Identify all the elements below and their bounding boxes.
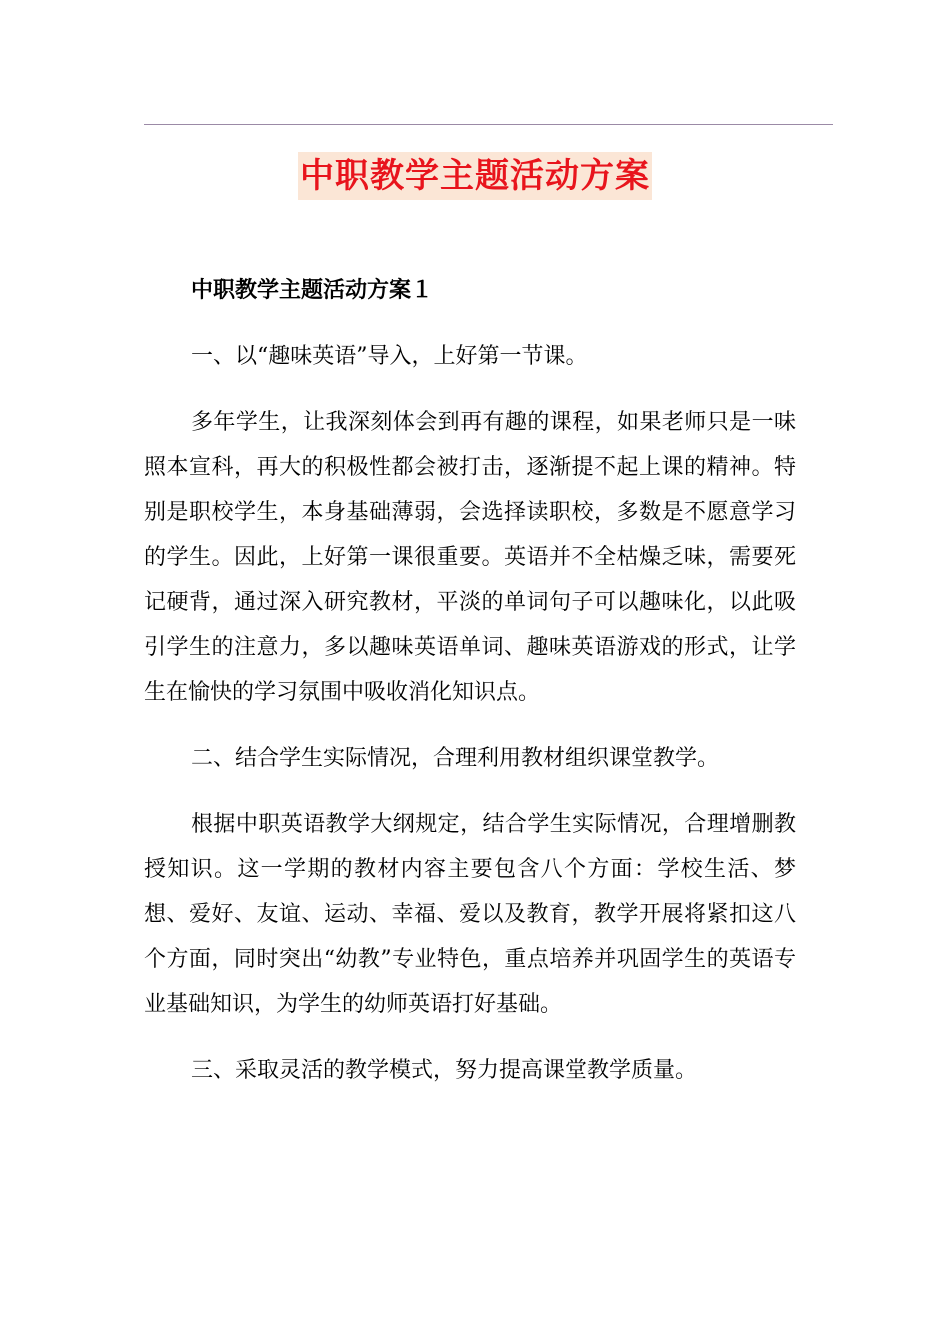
document-title: 中职教学主题活动方案	[298, 152, 652, 200]
title-container	[0, 152, 950, 200]
body-paragraph-1: 多年学生，让我深刻体会到再有趣的课程，如果老师只是一味照本宣科，再大的积极性都会被打击，逐渐提不起上课的精神。特别是职校学生，本身基础薄弱，会选择读职校，多数是不愿意学习的学生。因此，上好第一课很重要。英语并不全枯燥乏味，需要死记硬背，通过深入研究教材，平淡的单词句子可以趣味化，以此吸引学生的注意力，多以趣味英语单词、趣味英语游戏的形式，让学生在愉快的学习氛围中吸收消化知识点。	[144, 410, 796, 705]
section-heading: 中职教学主题活动方案１	[191, 277, 434, 303]
body-paragraph-2: 根据中职英语教学大纲规定，结合学生实际情况，合理增删教授知识。这一学期的教材内容主要包含八个方面：学校生活、梦想、爱好、友谊、运动、幸福、爱以及教育，教学开展将紧扣这八个方面，同时突出“幼教”专业特色，重点培养并巩固学生的英语专业基础知识，为学生的幼师英语打好基础。	[144, 812, 796, 1017]
heading-item-1: 一、以“趣味英语”导入，上好第一节课。	[191, 344, 588, 369]
heading-item-3: 三、采取灵活的教学模式，努力提高课堂教学质量。	[191, 1058, 698, 1083]
document-body	[144, 268, 796, 1114]
heading-item-2: 二、结合学生实际情况，合理利用教材组织课堂教学。	[191, 746, 720, 771]
header-rule	[144, 124, 833, 125]
